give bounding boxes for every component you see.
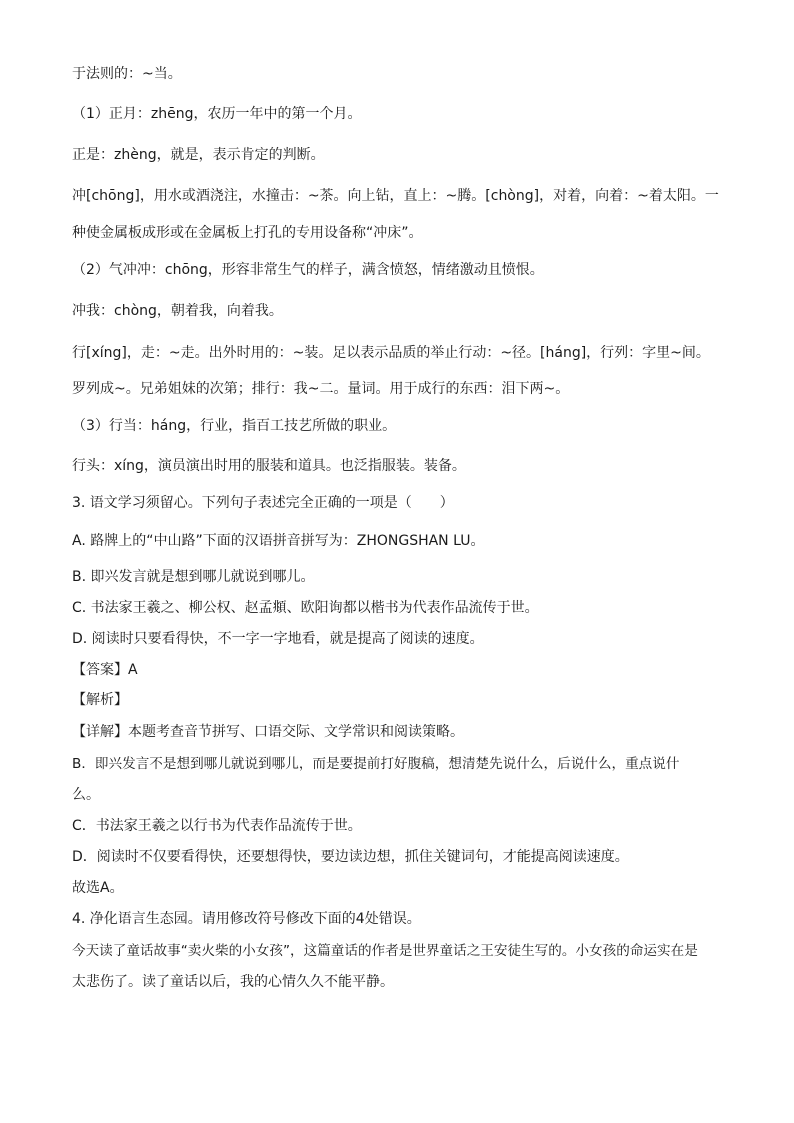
option-c: C. 书法家王羲之、柳公权、赵孟頫、欧阳询都以楷书为代表作品流传于世。 xyxy=(72,600,539,616)
text-line: 太悲伤了。读了童话以后，我的心情久久不能平静。 xyxy=(72,974,394,990)
text-line: （1）正月：zhēng，农历一年中的第一个月。 xyxy=(72,106,362,122)
text-line: D．阅读时不仅要看得快，还要想得快，要边读边想，抓住关键词句，才能提高阅读速度。 xyxy=(72,849,629,865)
text-line: 正是：zhèng，就是，表示肯定的判断。 xyxy=(72,147,325,163)
text-line: 于法则的：~当。 xyxy=(72,66,182,82)
text-line: 冲我：chòng，朝着我，向着我。 xyxy=(72,303,283,319)
text-line: 冲[chōng]，用水或酒浇注，水撞击：~茶。向上钻，直上：~腾。[chòng]，对着，向着：~着太阳。一 xyxy=(72,188,719,204)
answer-label: 【答案】A xyxy=(72,662,138,678)
text-line: 罗列成~。兄弟姐妹的次第；排行：我~二。量词。用于成行的东西：泪下两~。 xyxy=(72,381,570,397)
question-3-stem: 3. 语文学习须留心。下列句子表述完全正确的一项是（ ） xyxy=(72,495,454,511)
text-line: C．书法家王羲之以行书为代表作品流传于世。 xyxy=(72,818,362,834)
text-line: 种使金属板成形或在金属板上打孔的专用设备称“冲床”。 xyxy=(72,225,423,241)
text-line: 么。 xyxy=(72,787,100,803)
text-line: （3）行当：háng，行业，指百工技艺所做的职业。 xyxy=(72,418,397,434)
option-b: B. 即兴发言就是想到哪儿就说到哪儿。 xyxy=(72,569,315,585)
analysis-label: 【解析】 xyxy=(72,692,128,708)
text-line: 今天读了童话故事“卖火柴的小女孩”，这篇童话的作者是世界童话之王安徒生写的。小女孩的命运实在是 xyxy=(72,943,698,959)
option-d: D. 阅读时只要看得快，不一字一字地看，就是提高了阅读的速度。 xyxy=(72,631,484,647)
option-a: A. 路牌上的“中山路”下面的汉语拼音拼写为：ZHONGSHAN LU。 xyxy=(72,533,485,549)
question-4-stem: 4. 净化语言生态园。请用修改符号修改下面的4处错误。 xyxy=(72,911,421,927)
detail-line: 【详解】本题考查音节拼写、口语交际、文学常识和阅读策略。 xyxy=(72,724,464,740)
text-line: 行头：xíng，演员演出时用的服装和道具。也泛指服装。装备。 xyxy=(72,458,466,474)
text-line: B．即兴发言不是想到哪儿就说到哪儿，而是要提前打好腹稿，想清楚先说什么，后说什么，重点说什 xyxy=(72,756,680,772)
text-line: 故选A。 xyxy=(72,880,124,896)
text-line: （2）气冲冲：chōng，形容非常生气的样子，满含愤怒，情绪激动且愤恨。 xyxy=(72,262,544,278)
text-line: 行[xíng]，走：~走。出外时用的：~装。足以表示品质的举止行动：~径。[háng]，行列：字里~间。 xyxy=(72,345,710,361)
